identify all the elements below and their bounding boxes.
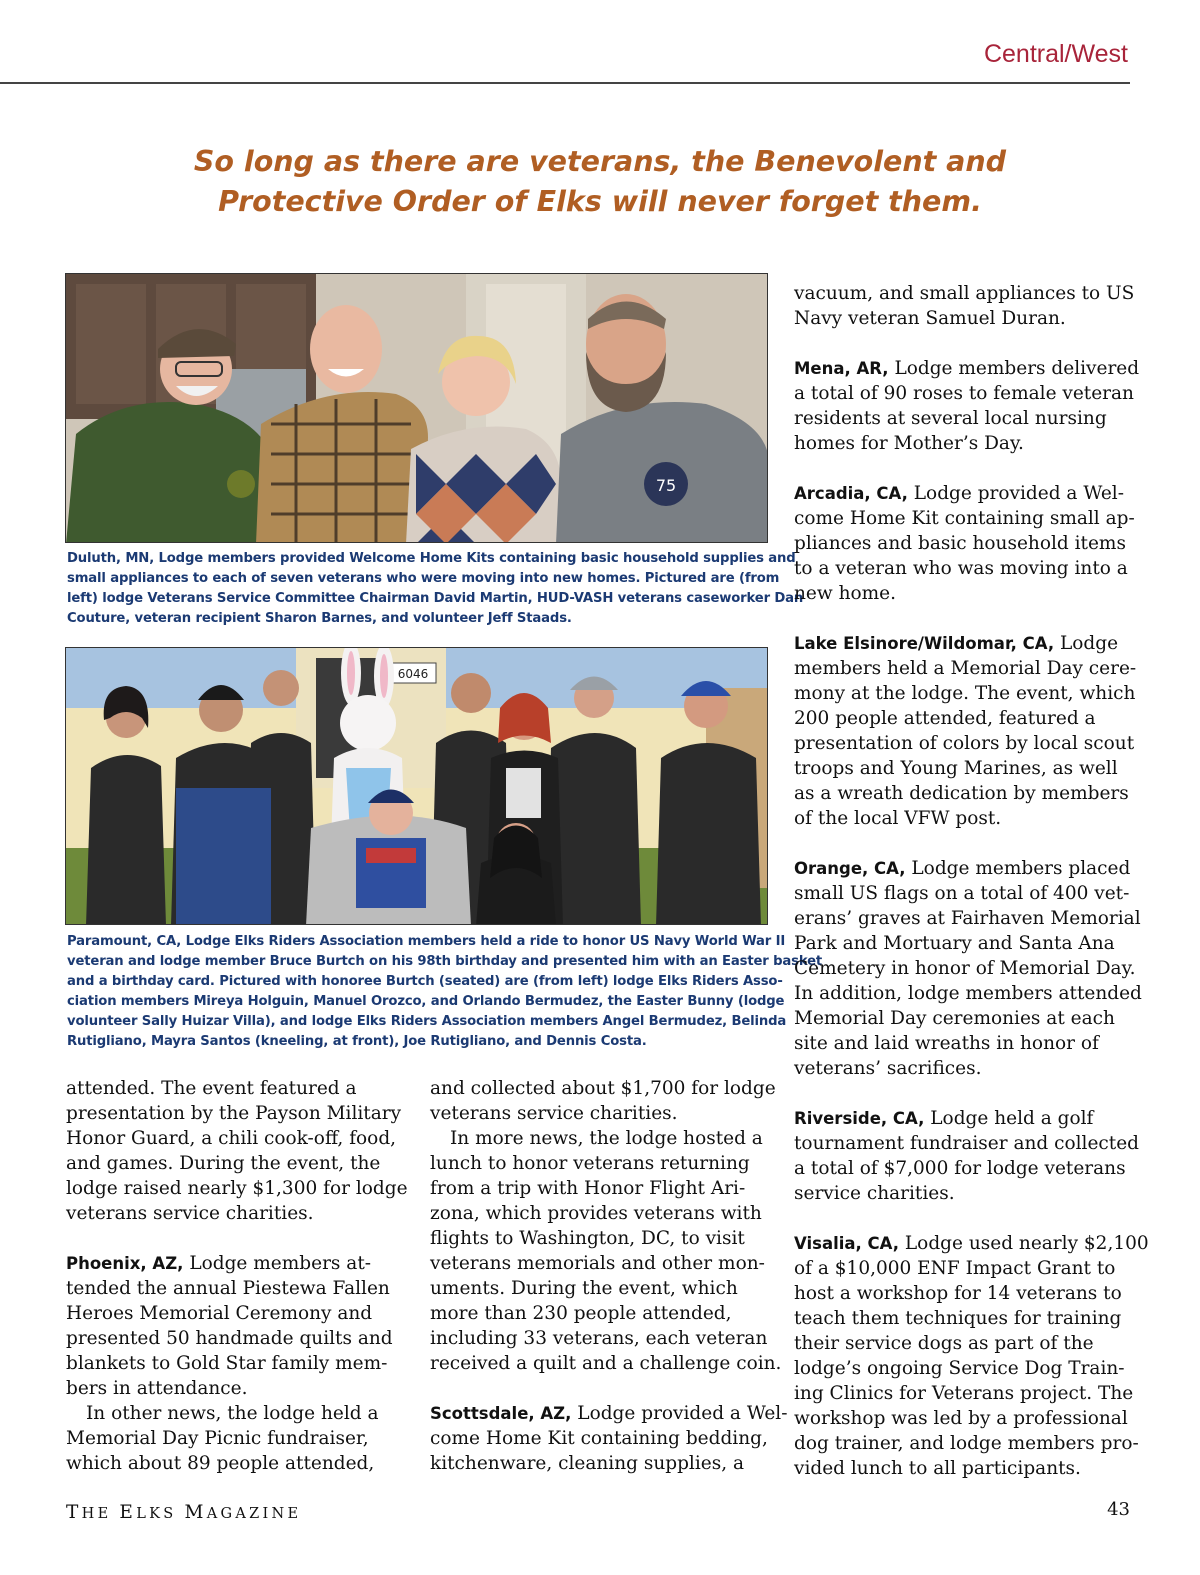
- caption-line: [67, 549, 796, 569]
- body-line: attended. The event featured a: [66, 1078, 357, 1099]
- body-line: to a veteran who was moving into a: [794, 558, 1128, 579]
- body-line: of a $10,000 ENF Impact Grant to: [794, 1258, 1116, 1279]
- body-line: tended the annual Piestewa Fallen: [66, 1278, 390, 1299]
- body-line: more than 230 people attended,: [430, 1303, 732, 1324]
- caption-line: Rutigliano, Mayra Santos (kneeling, at front), Joe Rutigliano, and Dennis Costa.: [67, 1034, 647, 1049]
- body-line: In addition, lodge members attended: [794, 983, 1142, 1004]
- body-line: [794, 1106, 1139, 1131]
- body-line: Navy veteran Samuel Duran.: [794, 308, 1066, 329]
- article-column-middle: [430, 1076, 788, 1476]
- body-line: Cemetery in honor of Memorial Day.: [794, 958, 1136, 979]
- body-line: [66, 1251, 411, 1276]
- body-line: bers in attendance.: [66, 1378, 248, 1399]
- body-text: Lodge members placed: [905, 858, 1131, 879]
- body-line: veterans service charities.: [430, 1103, 678, 1124]
- page-number: 43: [1107, 1499, 1130, 1520]
- paragraph-lead: Riverside, CA,: [794, 1109, 925, 1128]
- body-line: erans’ graves at Fairhaven Memorial: [794, 908, 1141, 929]
- paragraph-lead: Lake Elsinore/Wildomar, CA,: [794, 634, 1055, 653]
- body-line: Park and Mortuary and Santa Ana: [794, 933, 1115, 954]
- caption-line: left) lodge Veterans Service Committee Chairman David Martin, HUD-VASH veterans caseworker Dan: [67, 591, 804, 606]
- paragraph-lead: Mena, AR,: [794, 359, 889, 378]
- body-line: Memorial Day Picnic fundraiser,: [66, 1428, 369, 1449]
- body-line: members held a Memorial Day cere-: [794, 658, 1137, 679]
- body-line: teach them techniques for training: [794, 1308, 1122, 1329]
- caption-text: Lodge members provided Welcome Home Kits containing basic household supplies and: [154, 551, 796, 566]
- paramount-photo-illustration: [66, 648, 768, 925]
- badge-75-text: 75: [655, 476, 677, 495]
- body-line: [794, 481, 1139, 506]
- body-text: Lodge used nearly $2,100: [899, 1233, 1149, 1254]
- body-line: host a workshop for 14 veterans to: [794, 1283, 1122, 1304]
- paragraph-lead: Arcadia, CA,: [794, 484, 908, 503]
- caption-line: volunteer Sally Huizar Villa), and lodge Elks Riders Association members Angel Bermudez, Belinda: [67, 1014, 787, 1029]
- caption-line: and a birthday card. Pictured with honoree Burtch (seated) are (from left) lodge Elks Riders Asso-: [67, 974, 783, 989]
- body-line: as a wreath dedication by members: [794, 783, 1129, 804]
- caption-line: veteran and lodge member Bruce Burtch on his 98th birthday and presented him with an Easter basket: [67, 954, 823, 969]
- body-line: lodge raised nearly $1,300 for lodge: [66, 1178, 408, 1199]
- section-label: Central/West: [983, 40, 1128, 68]
- body-line: kitchenware, cleaning supplies, a: [430, 1453, 745, 1474]
- body-line: and collected about $1,700 for lodge: [430, 1078, 776, 1099]
- duluth-photo-illustration: [66, 274, 768, 543]
- body-line: veterans memorials and other mon-: [430, 1253, 765, 1274]
- body-text: Lodge held a golf: [924, 1108, 1094, 1129]
- paragraph-lead: Phoenix, AZ,: [66, 1254, 184, 1273]
- paragraph-lead: Scottsdale, AZ,: [430, 1404, 572, 1423]
- body-line: from a trip with Honor Flight Ari-: [430, 1178, 746, 1199]
- pull-quote-line: So long as there are veterans, the Benevolent and: [193, 145, 1007, 178]
- caption-lead: Paramount, CA,: [67, 934, 182, 949]
- body-line: [794, 356, 1139, 381]
- body-text: Lodge members at-: [183, 1253, 372, 1274]
- body-line: Honor Guard, a chili cook-off, food,: [66, 1128, 397, 1149]
- article-column-left: [66, 1076, 411, 1476]
- duluth-photo: [65, 273, 768, 543]
- body-line: mony at the lodge. The event, which: [794, 683, 1136, 704]
- body-line: including 33 veterans, each veteran: [430, 1328, 768, 1349]
- paramount-photo: [65, 647, 768, 925]
- body-line: homes for Mother’s Day.: [794, 433, 1024, 454]
- body-text: Lodge provided a Wel-: [571, 1403, 788, 1424]
- body-line: veterans service charities.: [66, 1203, 314, 1224]
- pull-quote: [150, 142, 1050, 222]
- body-line: of the local VFW post.: [794, 808, 1002, 829]
- body-line: come Home Kit containing bedding,: [430, 1428, 768, 1449]
- body-line: [794, 856, 1139, 881]
- body-line: which about 89 people attended,: [66, 1453, 375, 1474]
- body-line: uments. During the event, which: [430, 1278, 738, 1299]
- body-line: a total of $7,000 for lodge veterans: [794, 1158, 1126, 1179]
- caption-line: small appliances to each of seven veterans who were moving into new homes. Pictured are (from: [67, 571, 780, 586]
- paramount-caption: [67, 932, 823, 1052]
- paragraph-lead: Visalia, CA,: [794, 1234, 900, 1253]
- caption-line: ciation members Mireya Holguin, Manuel Orozco, and Orlando Bermudez, the Easter Bunny (lodge: [67, 994, 785, 1009]
- body-line: blankets to Gold Star family mem-: [66, 1353, 388, 1374]
- body-line: dog trainer, and lodge members pro-: [794, 1433, 1139, 1454]
- body-line: residents at several local nursing: [794, 408, 1107, 429]
- body-line: vacuum, and small appliances to US: [794, 283, 1135, 304]
- body-line: a total of 90 roses to female veteran: [794, 383, 1134, 404]
- body-line: In other news, the lodge held a: [86, 1403, 379, 1424]
- body-line: troops and Young Marines, as well: [794, 758, 1118, 779]
- body-line: lunch to honor veterans returning: [430, 1153, 750, 1174]
- body-line: [794, 631, 1139, 656]
- body-text: Lodge: [1054, 633, 1119, 654]
- body-line: Memorial Day ceremonies at each: [794, 1008, 1115, 1029]
- body-line: Heroes Memorial Ceremony and: [66, 1303, 373, 1324]
- address-number-text: 6046: [397, 667, 429, 681]
- caption-line: Couture, veteran recipient Sharon Barnes, and volunteer Jeff Staads.: [67, 611, 572, 626]
- body-line: and games. During the event, the: [66, 1153, 381, 1174]
- body-line: In more news, the lodge hosted a: [450, 1128, 763, 1149]
- caption-line: [67, 932, 786, 952]
- body-line: ing Clinics for Veterans project. The: [794, 1383, 1134, 1404]
- body-line: presentation by the Payson Military: [66, 1103, 402, 1124]
- body-line: service charities.: [794, 1183, 955, 1204]
- body-line: flights to Washington, DC, to visit: [430, 1228, 745, 1249]
- body-line: new home.: [794, 583, 897, 604]
- body-line: site and laid wreaths in honor of: [794, 1033, 1099, 1054]
- magazine-name: THE ELKS MAGAZINE: [66, 1502, 302, 1523]
- body-line: presentation of colors by local scout: [794, 733, 1135, 754]
- body-line: [794, 1231, 1149, 1256]
- paragraph-lead: Orange, CA,: [794, 859, 906, 878]
- article-column-right: [794, 281, 1149, 1481]
- body-line: veterans’ sacrifices.: [794, 1058, 982, 1079]
- body-text: Lodge members delivered: [888, 358, 1140, 379]
- body-line: their service dogs as part of the: [794, 1333, 1094, 1354]
- body-text: Lodge provided a Wel-: [907, 483, 1124, 504]
- body-line: zona, which provides veterans with: [430, 1203, 762, 1224]
- body-line: lodge’s ongoing Service Dog Train-: [794, 1358, 1125, 1379]
- body-line: [430, 1401, 788, 1426]
- body-line: small US flags on a total of 400 vet-: [794, 883, 1130, 904]
- caption-lead: Duluth, MN,: [67, 551, 155, 566]
- header-rule: [0, 82, 1130, 84]
- caption-text: Lodge Elks Riders Association members held a ride to honor US Navy World War II: [181, 934, 786, 949]
- body-line: vided lunch to all participants.: [794, 1458, 1081, 1479]
- body-line: come Home Kit containing small ap-: [794, 508, 1135, 529]
- body-line: tournament fundraiser and collected: [794, 1133, 1140, 1154]
- body-line: workshop was led by a professional: [794, 1408, 1128, 1429]
- body-line: received a quilt and a challenge coin.: [430, 1353, 782, 1374]
- duluth-caption: [67, 549, 804, 629]
- pull-quote-line: Protective Order of Elks will never forget them.: [218, 185, 982, 218]
- body-line: 200 people attended, featured a: [794, 708, 1096, 729]
- body-line: presented 50 handmade quilts and: [66, 1328, 393, 1349]
- body-line: pliances and basic household items: [794, 533, 1126, 554]
